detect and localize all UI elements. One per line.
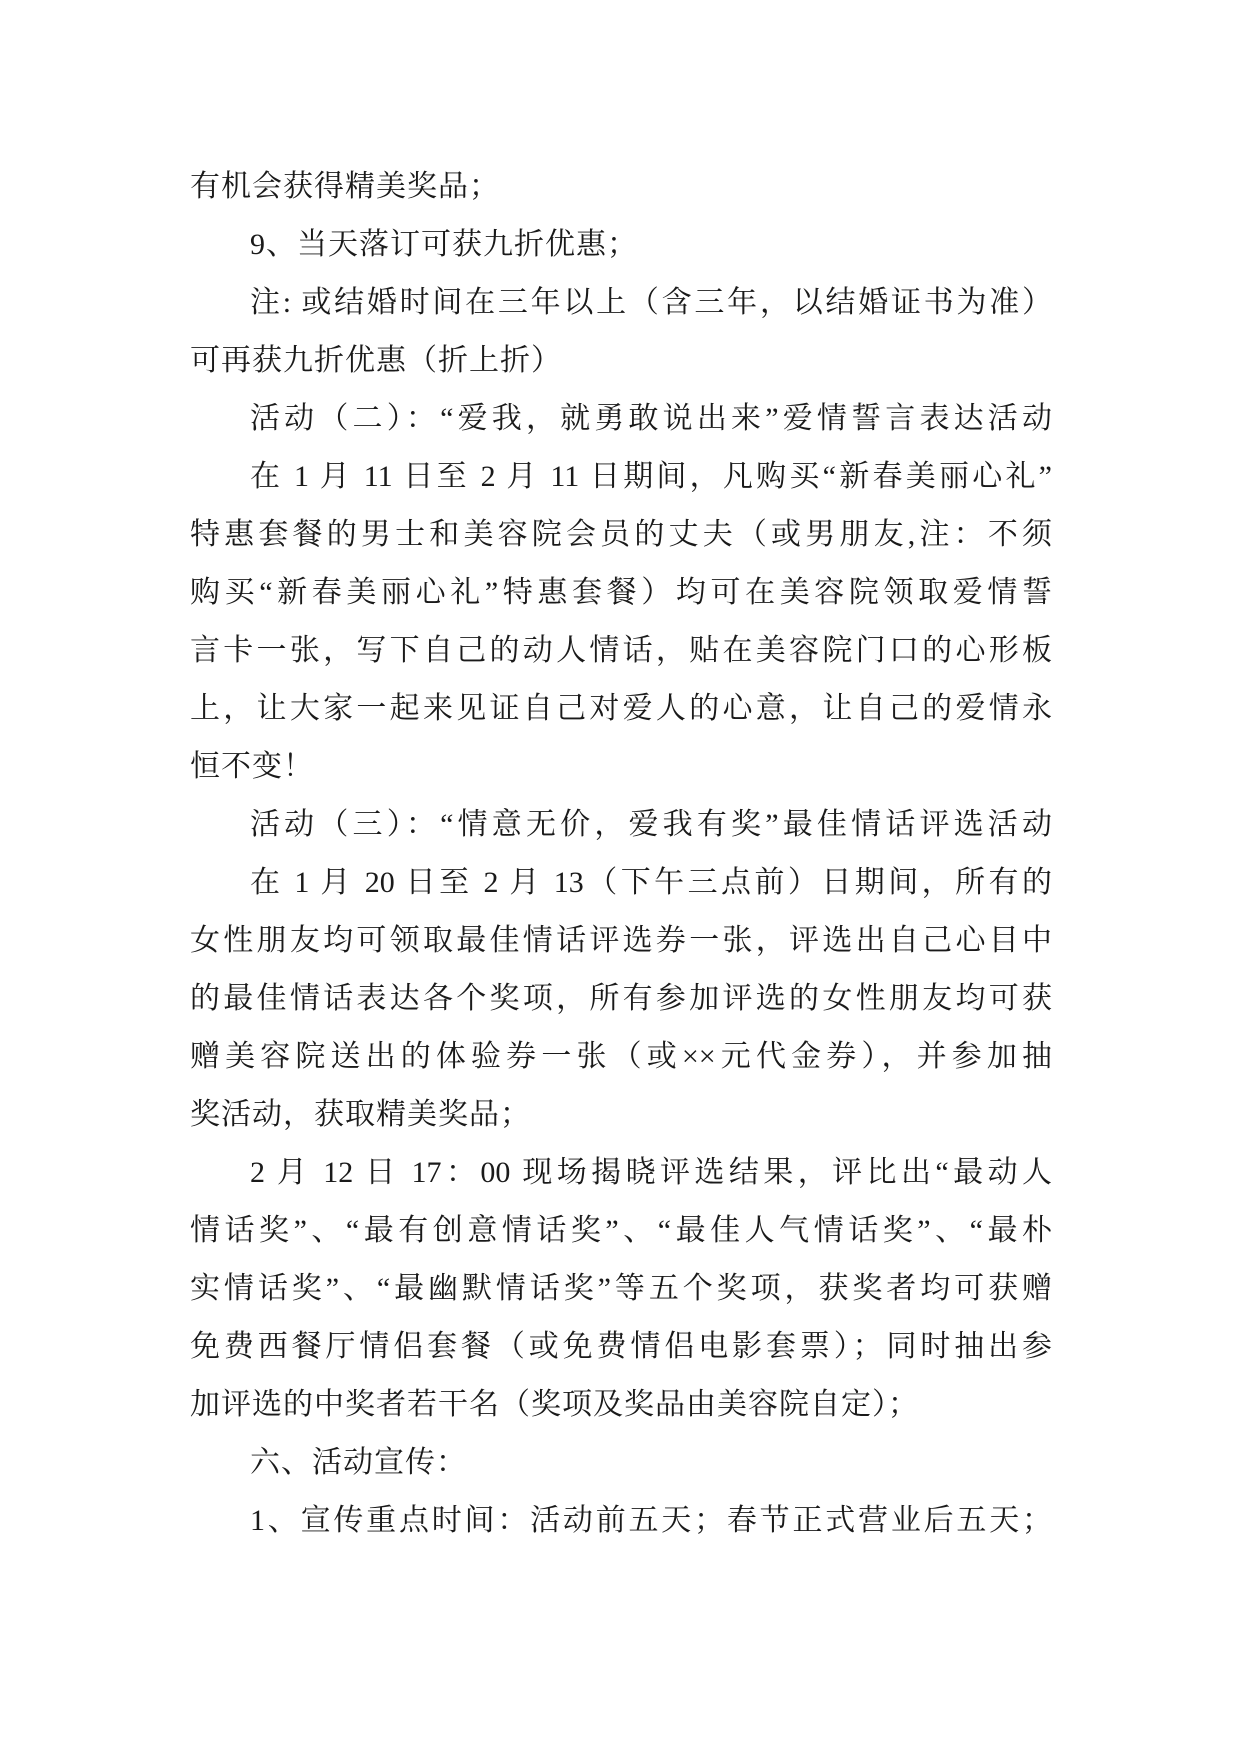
text-line: 恒不变！ xyxy=(190,750,314,783)
paragraph-results xyxy=(190,1144,1052,1434)
text-line: 言卡一张，写下自己的动人情话，贴在美容院门口的心形板 xyxy=(190,634,1052,667)
text-line: 注: 或结婚时间在三年以上（含三年，以结婚证书为准） xyxy=(250,286,1052,319)
text-line: 六、活动宣传： xyxy=(250,1446,467,1479)
text-line: 活动（三）：“情意无价，爱我有奖”最佳情话评选活动 xyxy=(250,808,1052,841)
paragraph-activity-3-body xyxy=(190,854,1052,1144)
paragraph-activity-2-heading xyxy=(190,390,1052,448)
paragraph-activity-2-body xyxy=(190,448,1052,796)
text-line: 加评选的中奖者若干名（奖项及奖品由美容院自定）； xyxy=(190,1388,919,1421)
text-line: 2 月 12 日 17：00 现场揭晓评选结果，评比出“最动人 xyxy=(250,1156,1052,1189)
text-line: 女性朋友均可领取最佳情话评选券一张，评选出自己心目中 xyxy=(190,924,1052,957)
document-body xyxy=(190,158,1052,1550)
text-line: 在 1 月 11 日至 2 月 11 日期间，凡购买“新春美丽心礼” xyxy=(250,460,1052,493)
text-line: 9、当天落订可获九折优惠； xyxy=(250,228,638,261)
text-line: 有机会获得精美奖品； xyxy=(190,170,500,203)
text-line: 特惠套餐的男士和美容院会员的丈夫（或男朋友,注：不须 xyxy=(190,518,1052,551)
paragraph-item-9 xyxy=(190,216,1052,274)
text-line: 的最佳情话表达各个奖项，所有参加评选的女性朋友均可获 xyxy=(190,982,1052,1015)
text-line: 活动（二）：“爱我，就勇敢说出来”爱情誓言表达活动 xyxy=(250,402,1052,435)
text-line: 可再获九折优惠（折上折） xyxy=(190,344,562,377)
text-line: 奖活动，获取精美奖品； xyxy=(190,1098,531,1131)
text-line: 1、宣传重点时间：活动前五天；春节正式营业后五天； xyxy=(250,1504,1052,1537)
paragraph-prize-continuation xyxy=(190,158,1052,216)
text-line: 情话奖”、“最有创意情话奖”、“最佳人气情话奖”、“最朴 xyxy=(190,1214,1052,1247)
paragraph-activity-3-heading xyxy=(190,796,1052,854)
text-line: 购买“新春美丽心礼”特惠套餐）均可在美容院领取爱情誓 xyxy=(190,576,1052,609)
paragraph-note xyxy=(190,274,1052,390)
text-line: 赠美容院送出的体验券一张（或××元代金券），并参加抽 xyxy=(190,1040,1052,1073)
section-heading-promotion xyxy=(190,1434,1052,1492)
text-line: 实情话奖”、“最幽默情话奖”等五个奖项，获奖者均可获赠 xyxy=(190,1272,1052,1305)
text-line: 上，让大家一起来见证自己对爱人的心意，让自己的爱情永 xyxy=(190,692,1052,725)
text-line: 免费西餐厅情侣套餐（或免费情侣电影套票）；同时抽出参 xyxy=(190,1330,1052,1363)
text-line: 在 1 月 20 日至 2 月 13（下午三点前）日期间，所有的 xyxy=(250,866,1052,899)
paragraph-promotion-item-1 xyxy=(190,1492,1052,1550)
